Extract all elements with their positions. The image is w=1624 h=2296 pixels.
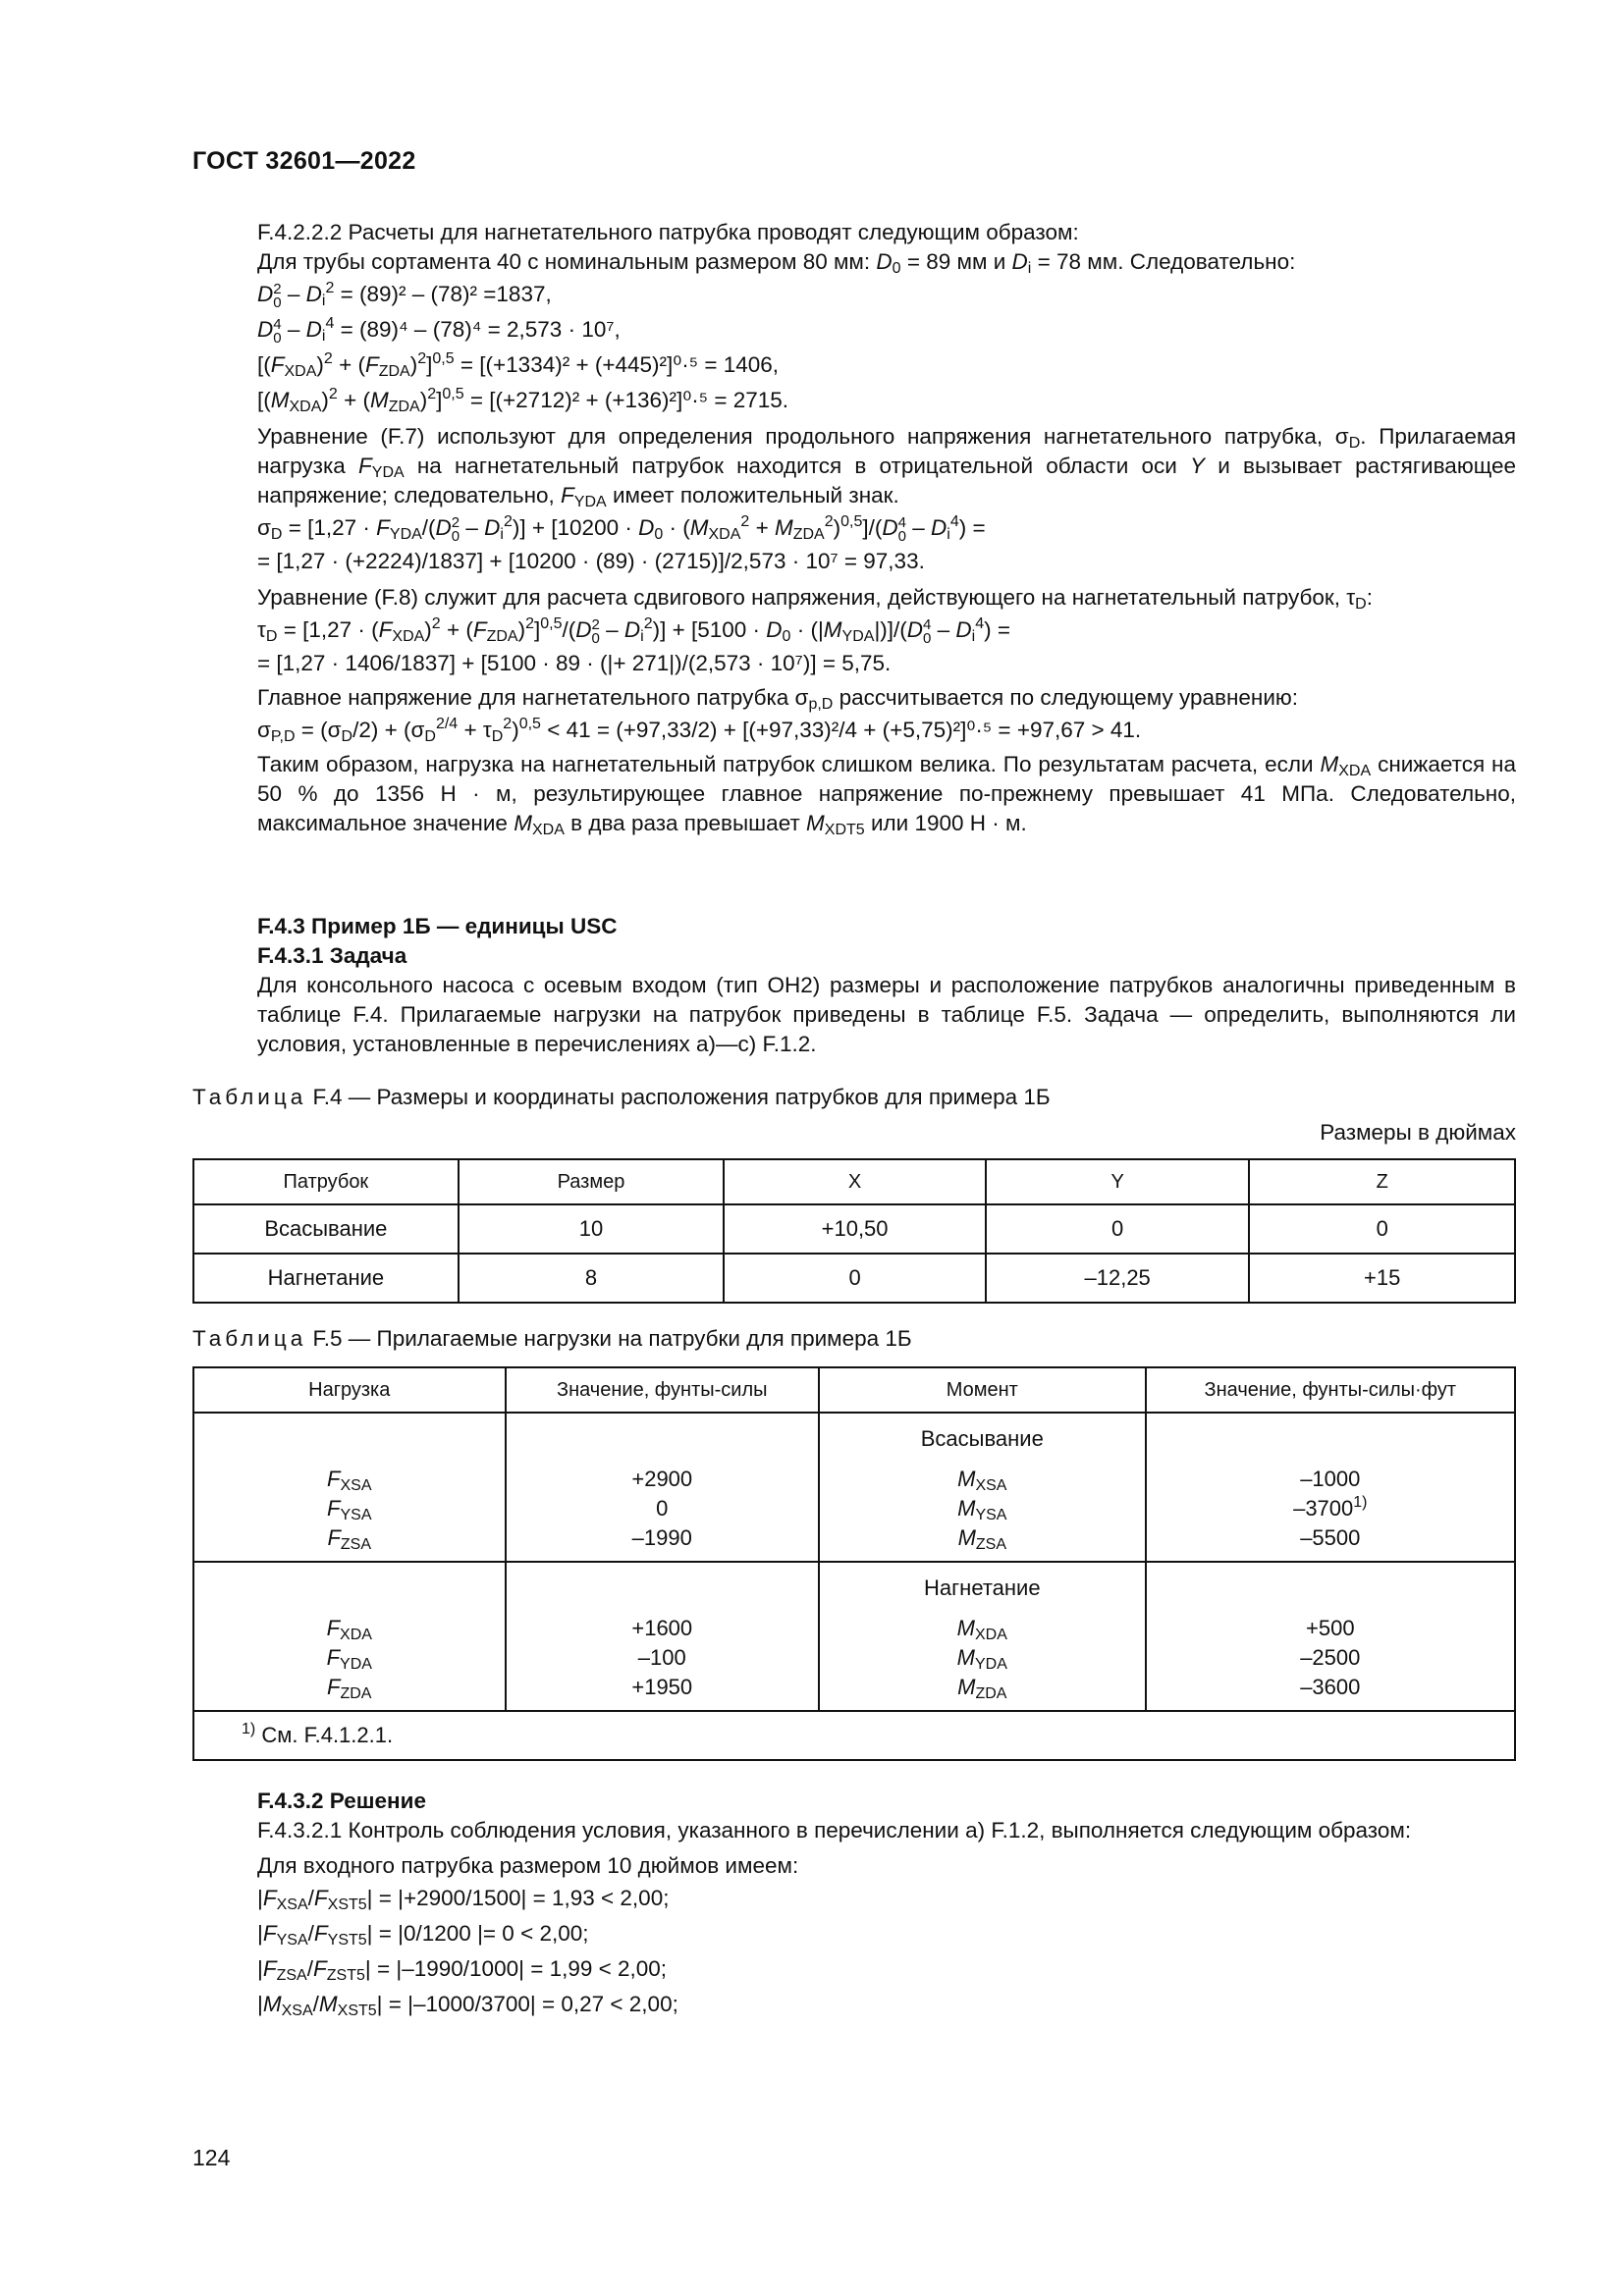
section-heading: F.4.3.2 Решение	[257, 1789, 426, 1813]
table-header: Патрубок	[193, 1159, 459, 1204]
table-header-row	[193, 1367, 1515, 1413]
paragraph: Главное напряжение для нагнетательного патрубка $\sigma_{p,D}$ рассчитывается по следующему уравнению:	[257, 685, 1299, 713]
table-footnote: $^{1)}$ См. F.4.1.2.1.	[193, 1711, 1515, 1760]
equation: $|F_{ZSA}/F_{ZST5}| = |-1990/1000| = 1,99 < 2,00$;	[257, 1956, 668, 1984]
table-cell: 8	[459, 1254, 725, 1303]
section-f43	[192, 912, 1516, 1059]
table-cell: $F_{XDA}$ $F_{YDA}$ $F_{ZDA}$	[193, 1562, 506, 1711]
paragraph: Для входного патрубка размером 10 дюймов имеем:	[257, 1853, 799, 1878]
equation: $\sigma_D = [1,27 \cdot F_{YDA}/(D$ 2 0 – $D_i^2)] + [10200 \cdot D_0 \cdot (M_{XDA}^2 + M_{ZDA}^2)^{0,5}]/(D$ 4 0 – $D_i^4$) =	[257, 513, 986, 545]
table-row	[193, 1562, 1515, 1711]
table-row	[193, 1204, 1515, 1254]
section-f4222	[192, 218, 1516, 838]
equation: $|F_{XSA}/F_{XST5}| = |+2900/1500| = 1,93 < 2,00$;	[257, 1886, 670, 1913]
table-cell: +10,50	[724, 1204, 986, 1254]
table-cell: +2900 0 –1990	[506, 1413, 820, 1562]
section-f432	[192, 1787, 1516, 2022]
table-cell: +1600 –100 +1950	[506, 1562, 820, 1711]
equation: $\sigma_{P,D} = (\sigma_D/2) + (\sigma_D^{2/4} + \tau_D^2)^{0,5} < 41 = (+97,33/2) + [(+97,33)^2/4 + (+5,75)^2]^0\cdot^5 = +97,67 > 41$.	[257, 716, 1142, 745]
table-f4	[192, 1158, 1516, 1304]
table-cell: 0	[986, 1204, 1250, 1254]
table-caption: Таблица F.5 — Прилагаемые нагрузки на патрубки для примера 1Б	[192, 1326, 912, 1351]
table-cell: 0	[1249, 1204, 1515, 1254]
paragraph: Уравнение (F.7) используют для определения продольного напряжения нагнетательного патрубка, $\sigma_D$. Прилагаемая нагрузка $F_{YDA}$ на нагнетательный патрубок находится в отрицательной области оси Y и вызывает растягивающее напряжение; следовательно, $F_{YDA}$ имеет положительный знак.	[257, 424, 1517, 510]
table-header-row	[193, 1159, 1515, 1204]
paragraph: F.4.2.2.2 Расчеты для нагнетательного патрубка проводят следующим образом:	[257, 220, 1079, 244]
table-cell: $F_{XSA}$ $F_{YSA}$ $F_{ZSA}$	[193, 1413, 506, 1562]
equation: D 2 0 – $D_i^2 = (89)^2 - (78)^2 =1837$,	[257, 280, 552, 311]
table-cell: Нагнетание	[193, 1254, 459, 1303]
table-cell: Всасывание	[193, 1204, 459, 1254]
equation: = [1,27 · (+2224)/1837] + [10200 · (89) · (2715)]/2,573 · 10⁷ = 97,33.	[257, 549, 925, 573]
table-cell: –1000 –3700$^{1)}$ –5500	[1146, 1413, 1515, 1562]
table-cell: 10	[459, 1204, 725, 1254]
table-units: Размеры в дюймах	[1320, 1120, 1516, 1145]
table-header: Нагрузка	[193, 1367, 506, 1413]
paragraph: Уравнение (F.8) служит для расчета сдвигового напряжения, действующего на нагнетательный патрубок, $\tau_D$:	[257, 585, 1373, 613]
table-caption: Таблица F.4 — Размеры и координаты расположения патрубков для примера 1Б	[192, 1085, 1051, 1109]
equation: D 4 0 – $D_i^4 = (89)^4 - (78)^4 = 2,573 \cdot 10^7$,	[257, 315, 621, 347]
equation: $\tau_D = [1,27 \cdot (F_{XDA})^2 + (F_{ZDA})^2]^{0,5}/(D$ 2 0 – $D_i^2)] + [5100 \cdot D_0 \cdot (|M_{YDA}|)]/(D$ 4 0 – $D_i^4$) =	[257, 615, 1011, 647]
table-cell: +500 –2500 –3600	[1146, 1562, 1515, 1711]
table-header: Размер	[459, 1159, 725, 1204]
equation: $|F_{YSA}/F_{YST5}| = |0/1200$ |= 0 < 2,00;	[257, 1921, 589, 1949]
table-cell: Всасывание $M_{XSA}$ $M_{YSA}$ $M_{ZSA}$	[819, 1413, 1146, 1562]
equation: $[(F_{XDA})^2 + (F_{ZDA})^2]^{0,5} = [(+1334)^2 + (+445)^2]^0\cdot^5 = 1406$,	[257, 350, 780, 380]
table-cell: +15	[1249, 1254, 1515, 1303]
table-header: Момент	[819, 1367, 1146, 1413]
table-cell: Нагнетание $M_{XDA}$ $M_{YDA}$ $M_{ZDA}$	[819, 1562, 1146, 1711]
section-heading: F.4.3.1 Задача	[257, 943, 407, 968]
table-f5	[192, 1366, 1516, 1761]
page-number: 124	[192, 2145, 231, 2170]
table-header: Y	[986, 1159, 1250, 1204]
section-heading: F.4.3 Пример 1Б — единицы USC	[257, 914, 618, 938]
paragraph: F.4.3.2.1 Контроль соблюдения условия, указанного в перечислении a) F.1.2, выполняется следующим образом:	[257, 1818, 1412, 1842]
table-row	[193, 1413, 1515, 1562]
table-header: Значение, фунты-силы	[506, 1367, 820, 1413]
table-header: Z	[1249, 1159, 1515, 1204]
table-header: X	[724, 1159, 986, 1204]
table-header: Значение, фунты-силы·фут	[1146, 1367, 1515, 1413]
table-cell: 0	[724, 1254, 986, 1303]
table-footnote-row	[193, 1711, 1515, 1760]
table-cell: –12,25	[986, 1254, 1250, 1303]
equation: $[(M_{XDA})^2 + (M_{ZDA})^2]^{0,5} = [(+2712)^2 + (+136)^2]^0\cdot^5 = 2715$.	[257, 386, 789, 415]
table-row	[193, 1254, 1515, 1303]
equation: $|M_{XSA}/M_{XST5}| = |-1000/3700| = 0,27 < 2,00$;	[257, 1992, 678, 2019]
group-label: Нагнетание	[924, 1575, 1041, 1600]
paragraph: Таким образом, нагрузка на нагнетательный патрубок слишком велика. По результатам расчета, если $M_{XDA}$ снижается на 50 % до 1356 Н · м, результирующее главное напряжение по-прежнему превышает 41 МПа. Следовательно, максимальное значение $M_{XDA}$ в два раза превышает $M_{XDT5}$ или 1900 Н · м.	[257, 752, 1516, 838]
equation: = [1,27 · 1406/1837] + [5100 · 89 · (|+ 271|)/(2,573 · 10⁷)] = 5,75.	[257, 651, 892, 675]
paragraph: Для консольного насоса с осевым входом (тип ОН2) размеры и расположение патрубков аналогичны приведенным в таблице F.4. Прилагаемые нагрузки на патрубок приведены в таблице F.5. Задача — определить, выполняются ли условия, установленные в перечислениях a)—c) F.1.2.	[257, 973, 1516, 1056]
group-label: Всасывание	[920, 1426, 1044, 1451]
document-header: ГОСТ 32601—2022	[192, 147, 416, 175]
paragraph: Для трубы сортамента 40 с номинальным размером 80 мм: $D_0 = 89$ мм и $D_i = 78$ мм. Следовательно:	[257, 249, 1296, 277]
